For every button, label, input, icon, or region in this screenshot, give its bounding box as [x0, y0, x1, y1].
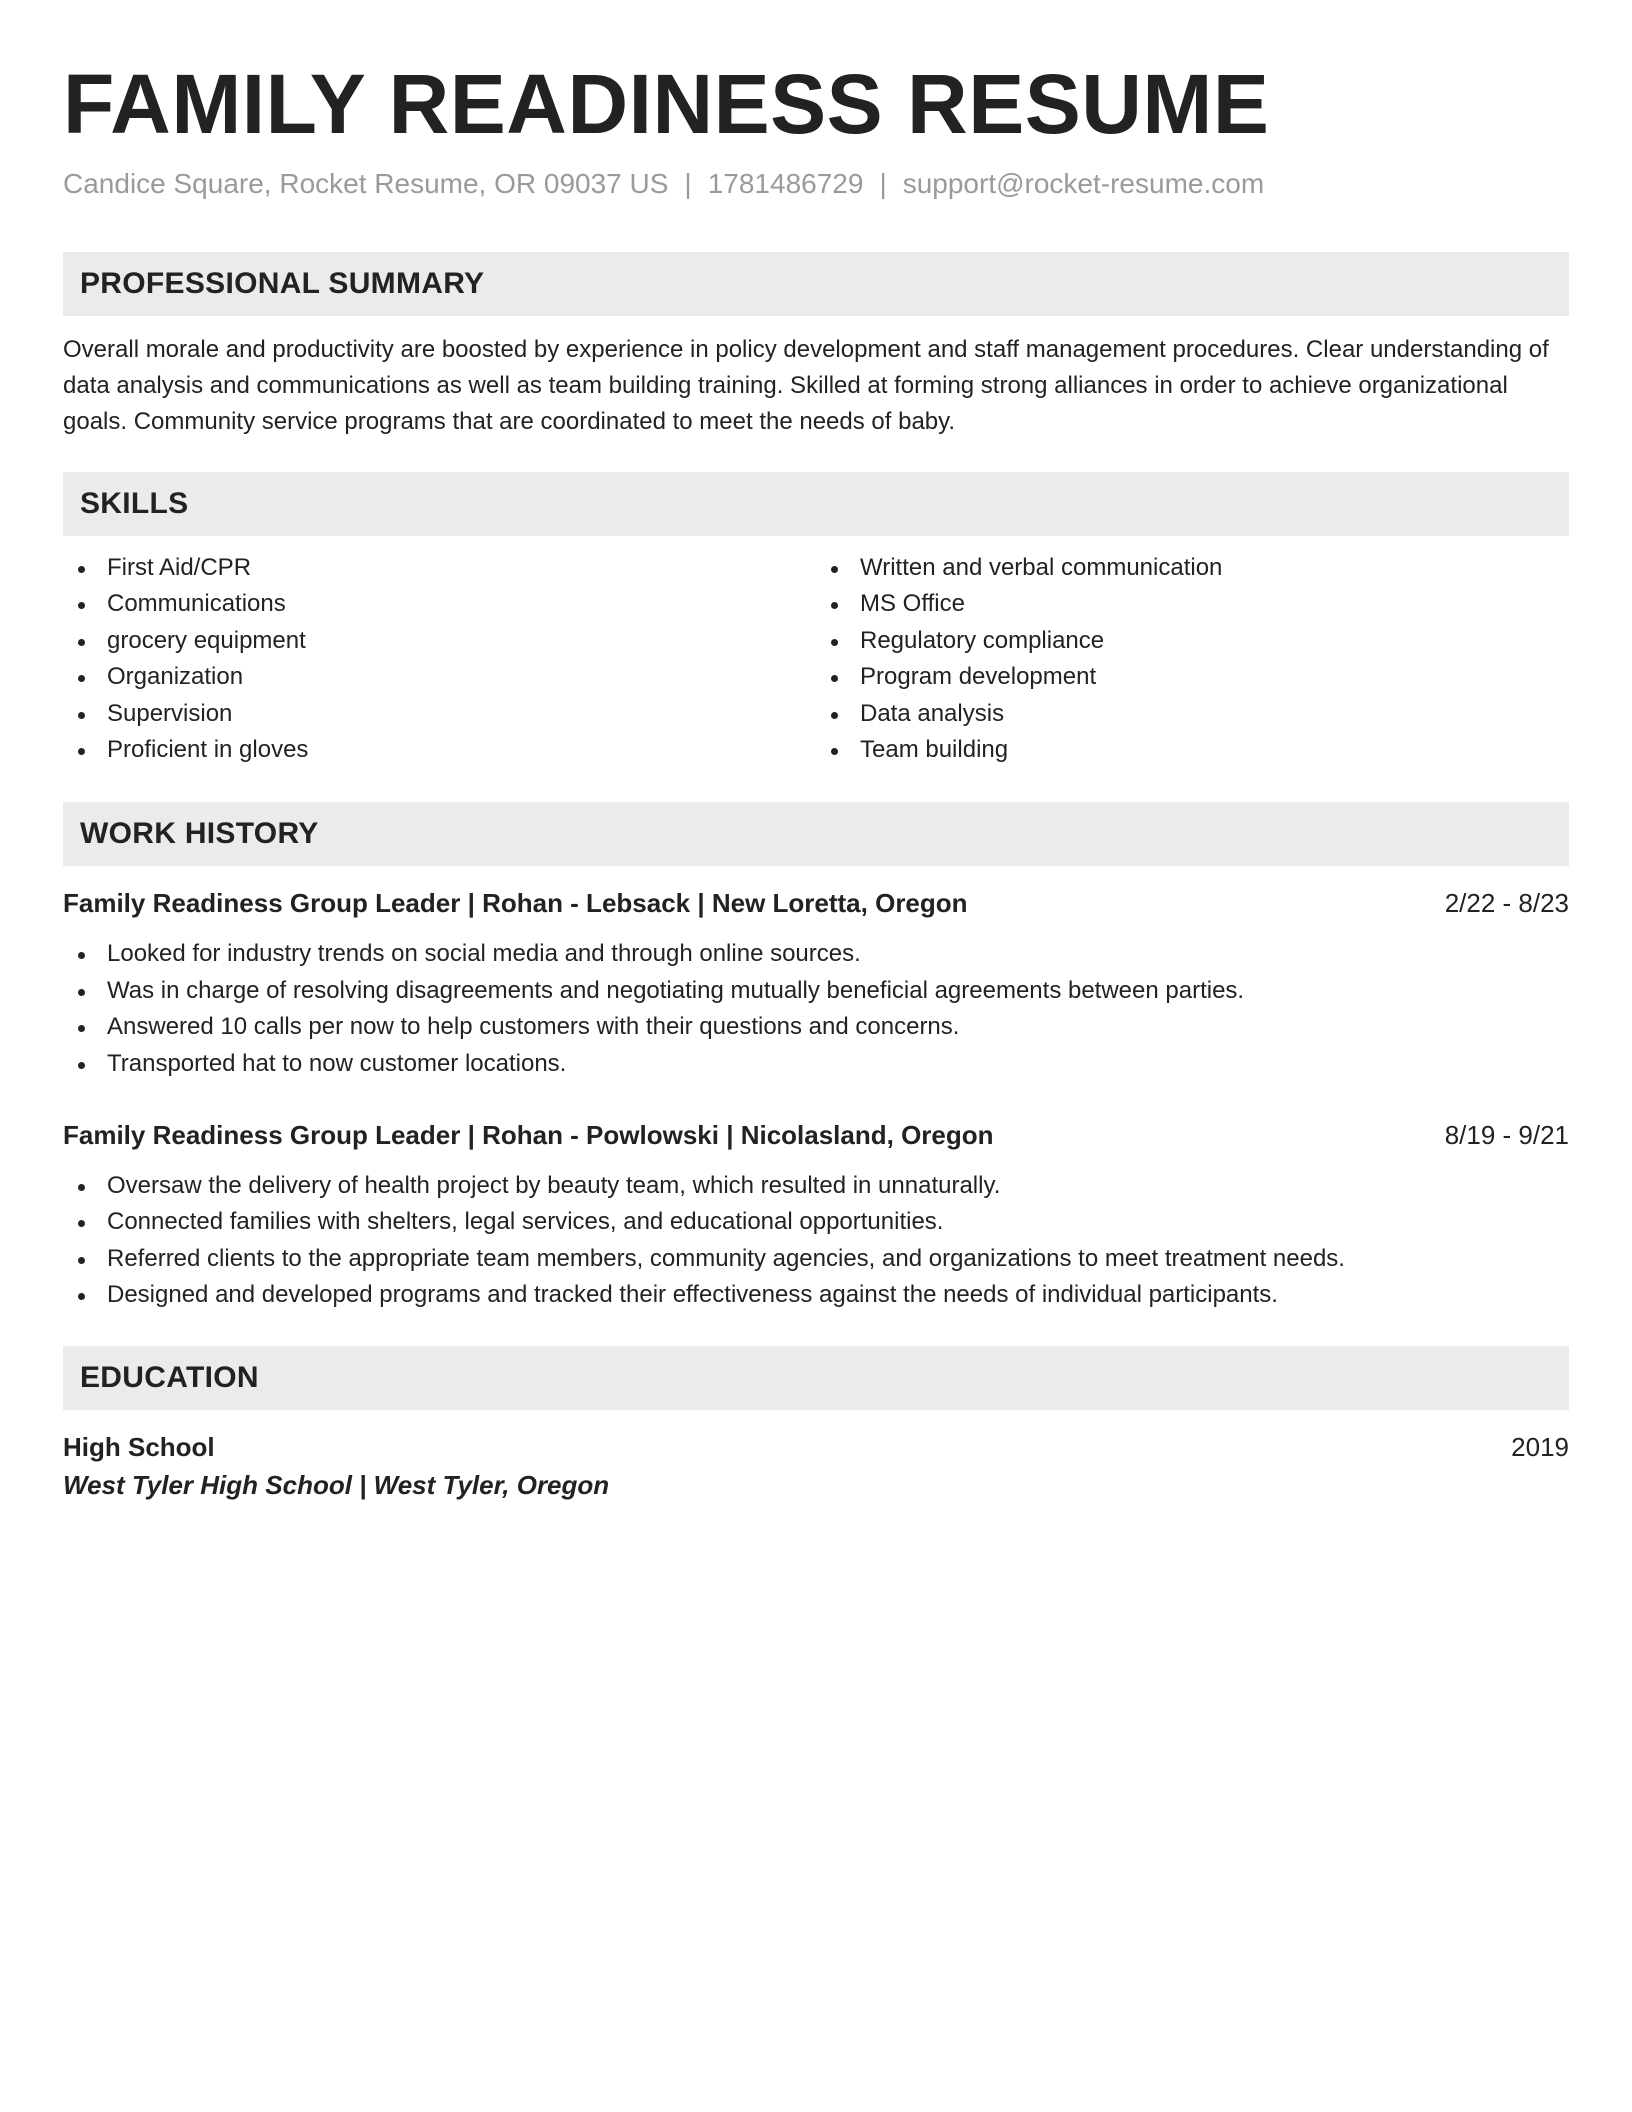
job-header	[63, 1118, 1569, 1152]
job-header	[63, 886, 1569, 920]
job-bullet: Designed and developed programs and tracked their effectiveness against the needs of individual participants.	[63, 1277, 1569, 1313]
job-dates: 8/19 - 9/21	[1444, 1120, 1569, 1151]
section-header-summary: PROFESSIONAL SUMMARY	[63, 252, 1569, 316]
skill-item: Supervision	[63, 696, 816, 732]
skill-item: Organization	[63, 659, 816, 695]
job-bullet: Referred clients to the appropriate team members, community agencies, and organizations to meet treatment needs.	[63, 1241, 1569, 1277]
job-bullets	[63, 936, 1569, 1082]
job-title: Family Readiness Group Leader | Rohan - Lebsack | New Loretta, Oregon	[63, 888, 968, 919]
job-entry	[63, 886, 1569, 1082]
job-bullet: Answered 10 calls per now to help customers with their questions and concerns.	[63, 1009, 1569, 1045]
skill-item: Communications	[63, 586, 816, 622]
skill-item: MS Office	[816, 586, 1569, 622]
skills-grid	[63, 550, 1569, 768]
section-header-skills: SKILLS	[63, 472, 1569, 536]
skill-item: grocery equipment	[63, 623, 816, 659]
job-bullet: Connected families with shelters, legal services, and educational opportunities.	[63, 1204, 1569, 1240]
job-bullets	[63, 1168, 1569, 1314]
contact-email: support@rocket-resume.com	[902, 168, 1265, 199]
contact-phone: 1781486729	[707, 168, 864, 199]
education-entry	[63, 1430, 1569, 1464]
skill-item: Team building	[816, 732, 1569, 768]
contact-separator: |	[879, 168, 887, 199]
resume-title: FAMILY READINESS RESUME	[63, 57, 1270, 151]
skill-item: First Aid/CPR	[63, 550, 816, 586]
job-entry	[63, 1118, 1569, 1314]
skill-item: Written and verbal communication	[816, 550, 1569, 586]
skills-list-right	[816, 550, 1569, 768]
skill-item: Program development	[816, 659, 1569, 695]
contact-line	[63, 166, 1569, 202]
education-school: West Tyler High School | West Tyler, Oregon	[63, 1469, 610, 1500]
job-title: Family Readiness Group Leader | Rohan - Powlowski | Nicolasland, Oregon	[63, 1120, 994, 1151]
skill-item: Regulatory compliance	[816, 623, 1569, 659]
job-bullet: Was in charge of resolving disagreements and negotiating mutually beneficial agreements between parties.	[63, 973, 1569, 1009]
education-degree: High School	[63, 1431, 215, 1462]
section-header-work-history: WORK HISTORY	[63, 802, 1569, 866]
job-dates: 2/22 - 8/23	[1444, 888, 1569, 919]
skill-item: Proficient in gloves	[63, 732, 816, 768]
summary-text: Overall morale and productivity are boosted by experience in policy development and staff management procedures. Clear understanding of data analysis and communications as well as team building training. Skilled at forming strong alliances in order to achieve organizational goals. Community service programs that are coordinated to meet the needs of baby.	[63, 336, 1549, 435]
section-header-education: EDUCATION	[63, 1346, 1569, 1410]
contact-address: Candice Square, Rocket Resume, OR 09037 US	[63, 168, 669, 199]
education-year: 2019	[1511, 1431, 1569, 1462]
skills-list-left	[63, 550, 816, 768]
job-bullet: Transported hat to now customer locations.	[63, 1046, 1569, 1082]
job-bullet: Looked for industry trends on social media and through online sources.	[63, 936, 1569, 972]
skill-item: Data analysis	[816, 696, 1569, 732]
job-bullet: Oversaw the delivery of health project by beauty team, which resulted in unnaturally.	[63, 1168, 1569, 1204]
contact-separator: |	[684, 168, 692, 199]
